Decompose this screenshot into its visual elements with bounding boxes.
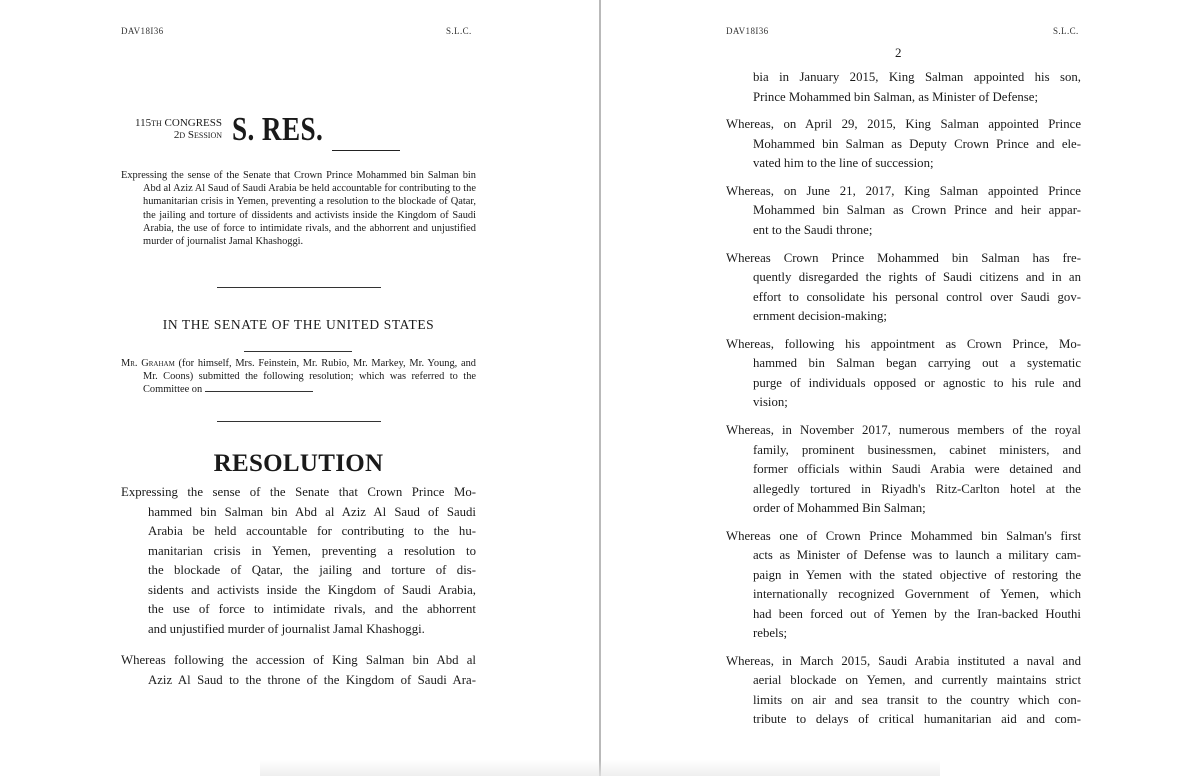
- clause-line: hammed bin Salman began carrying out a systematic: [753, 356, 1081, 371]
- whereas-clause: [726, 335, 1081, 413]
- clause-line: Whereas, in November 2017, numerous members of the royal: [726, 423, 1081, 437]
- header-doc-id: DAV18I36: [121, 26, 164, 36]
- purpose-paragraph: [121, 483, 476, 639]
- divider-rule-1: [217, 287, 381, 288]
- clause-line: quently disregarded the rights of Saudi citizens and in an: [753, 270, 1081, 285]
- purpose-line: manitarian crisis in Yemen, preventing a resolution to: [148, 543, 476, 558]
- clause-line: internationally recognized Government of Yemen, which: [753, 587, 1081, 602]
- bill-number-blank: [332, 150, 400, 151]
- clause-line: Prince Mohammed bin Salman, as Minister of Defense;: [753, 89, 1039, 104]
- page-number: 2: [895, 45, 902, 60]
- clause-line: Whereas, on June 21, 2017, King Salman appointed Prince: [726, 183, 1081, 198]
- header-slc: S.L.C.: [1053, 26, 1079, 36]
- purpose-line: hammed bin Salman bin Abd al Aziz Al Saud of Saudi: [148, 504, 476, 519]
- divider-rule-short: [244, 351, 352, 352]
- whereas-clause: [726, 652, 1081, 730]
- clause-line: Aziz Al Saud to the throne of the Kingdom of Saudi Ara-: [148, 672, 476, 687]
- purpose-line: Arabia be held accountable for contributing to the hu-: [148, 524, 476, 538]
- clause-line: Whereas, following his appointment as Crown Prince, Mo-: [726, 336, 1081, 351]
- whereas-clause-1: [121, 651, 476, 690]
- clause-line: Whereas Crown Prince Mohammed bin Salman has fre-: [726, 250, 1081, 265]
- congress-label: 115th CONGRESS: [135, 117, 222, 129]
- clause-line: Mohammed bin Salman as Deputy Crown Prince and ele-: [753, 136, 1081, 151]
- clause-line: aerial blockade on Yemen, and currently maintains strict: [753, 673, 1081, 688]
- clause-line: acts as Minister of Defense was to launch a military cam-: [753, 548, 1081, 563]
- clause-line: Whereas following the accession of King Salman bin Abd al: [121, 653, 476, 667]
- sponsors-text: (for himself, Mrs. Feinstein, Mr. Rubio, Mr. Markey, Mr. Young, and Mr. Coons) submitted the following resolution; which was referred to the Committee on: [143, 358, 476, 396]
- whereas-clause: [726, 249, 1081, 327]
- whereas-clause-continued: [726, 68, 1081, 107]
- clause-line: allegedly tortured in Riyadh's Ritz-Carlton hotel at the: [753, 481, 1081, 496]
- purpose-line: the use of force to intimidate rivals, and the abhorrent: [148, 602, 476, 616]
- clause-line: Whereas, on April 29, 2015, King Salman appointed Prince: [726, 117, 1081, 132]
- whereas-clause: [726, 182, 1081, 241]
- clause-line: vated him to the line of succession;: [753, 156, 934, 171]
- senate-title: IN THE SENATE OF THE UNITED STATES: [162, 317, 435, 332]
- clause-line: bia in January 2015, King Salman appointed his son,: [753, 70, 1081, 84]
- clause-line: former officials within Saudi Arabia were detained and: [753, 462, 1081, 476]
- lead-sponsor: Mr. Graham: [121, 358, 175, 369]
- purpose-line: and unjustified murder of journalist Jamal Khashoggi.: [148, 621, 425, 636]
- clause-line: vision;: [753, 395, 788, 410]
- clause-line: Whereas, in March 2015, Saudi Arabia instituted a naval and: [726, 653, 1081, 668]
- clause-line: ernment decision-making;: [753, 309, 887, 324]
- purpose-line: the blockade of Qatar, the jailing and torture of dis-: [148, 563, 476, 577]
- bill-label: S. RES.: [232, 111, 324, 148]
- sponsors-paragraph: [121, 357, 476, 397]
- clause-line: rebels;: [753, 626, 788, 641]
- clause-line: had been forced out of Yemen by the Iran-backed Houthi: [753, 606, 1081, 621]
- congress-session-block: [110, 117, 222, 141]
- clause-line: tribute to delays of critical humanitarian aid and com-: [753, 712, 1081, 727]
- purpose-line: Expressing the sense of the Senate that Crown Prince Mo-: [121, 485, 476, 499]
- clause-line: Whereas one of Crown Prince Mohammed bin Salman's first: [726, 528, 1081, 543]
- whereas-clause: [726, 115, 1081, 174]
- page-bottom-shadow: [260, 760, 940, 776]
- clause-line: limits on air and sea transit to the country which con-: [753, 692, 1081, 707]
- whereas-clause: [726, 527, 1081, 644]
- header-slc: S.L.C.: [446, 26, 472, 36]
- purpose-line: sidents and activists inside the Kingdom of Saudi Arabia,: [148, 582, 476, 597]
- session-label: 2d Session: [173, 129, 222, 141]
- resolution-title: RESOLUTION: [213, 450, 384, 477]
- whereas-clause: [726, 421, 1081, 519]
- clause-line: order of Mohammed Bin Salman;: [753, 501, 926, 515]
- clause-line: paign in Yemen with the stated objective of restoring the: [753, 567, 1081, 582]
- clause-line: purge of individuals opposed or agnostic to his rule and: [753, 375, 1081, 390]
- clause-line: Mohammed bin Salman as Crown Prince and heir appar-: [753, 203, 1081, 218]
- committee-blank: [205, 390, 313, 392]
- clause-line: effort to consolidate his personal control over Saudi gov-: [753, 289, 1081, 304]
- clause-line: family, prominent businessmen, cabinet ministers, and: [753, 442, 1081, 457]
- header-doc-id: DAV18I36: [726, 26, 769, 36]
- summary-caption: Expressing the sense of the Senate that Crown Prince Mohammed bin Salman bin Abd al Aziz Al Saud of Saudi Arabia be held accountable for contributing to the humanitarian crisis in Yemen, preventing a resolution to the blockade of Qatar, the jailing and torture of dissidents and activists inside the Kingdom of Saudi Arabia, the use of force to intimidate rivals, and the abhorrent and unjustified murder of journalist Jamal Khashoggi.: [121, 170, 476, 248]
- divider-rule-2: [217, 421, 381, 422]
- clause-line: ent to the Saudi throne;: [753, 222, 873, 237]
